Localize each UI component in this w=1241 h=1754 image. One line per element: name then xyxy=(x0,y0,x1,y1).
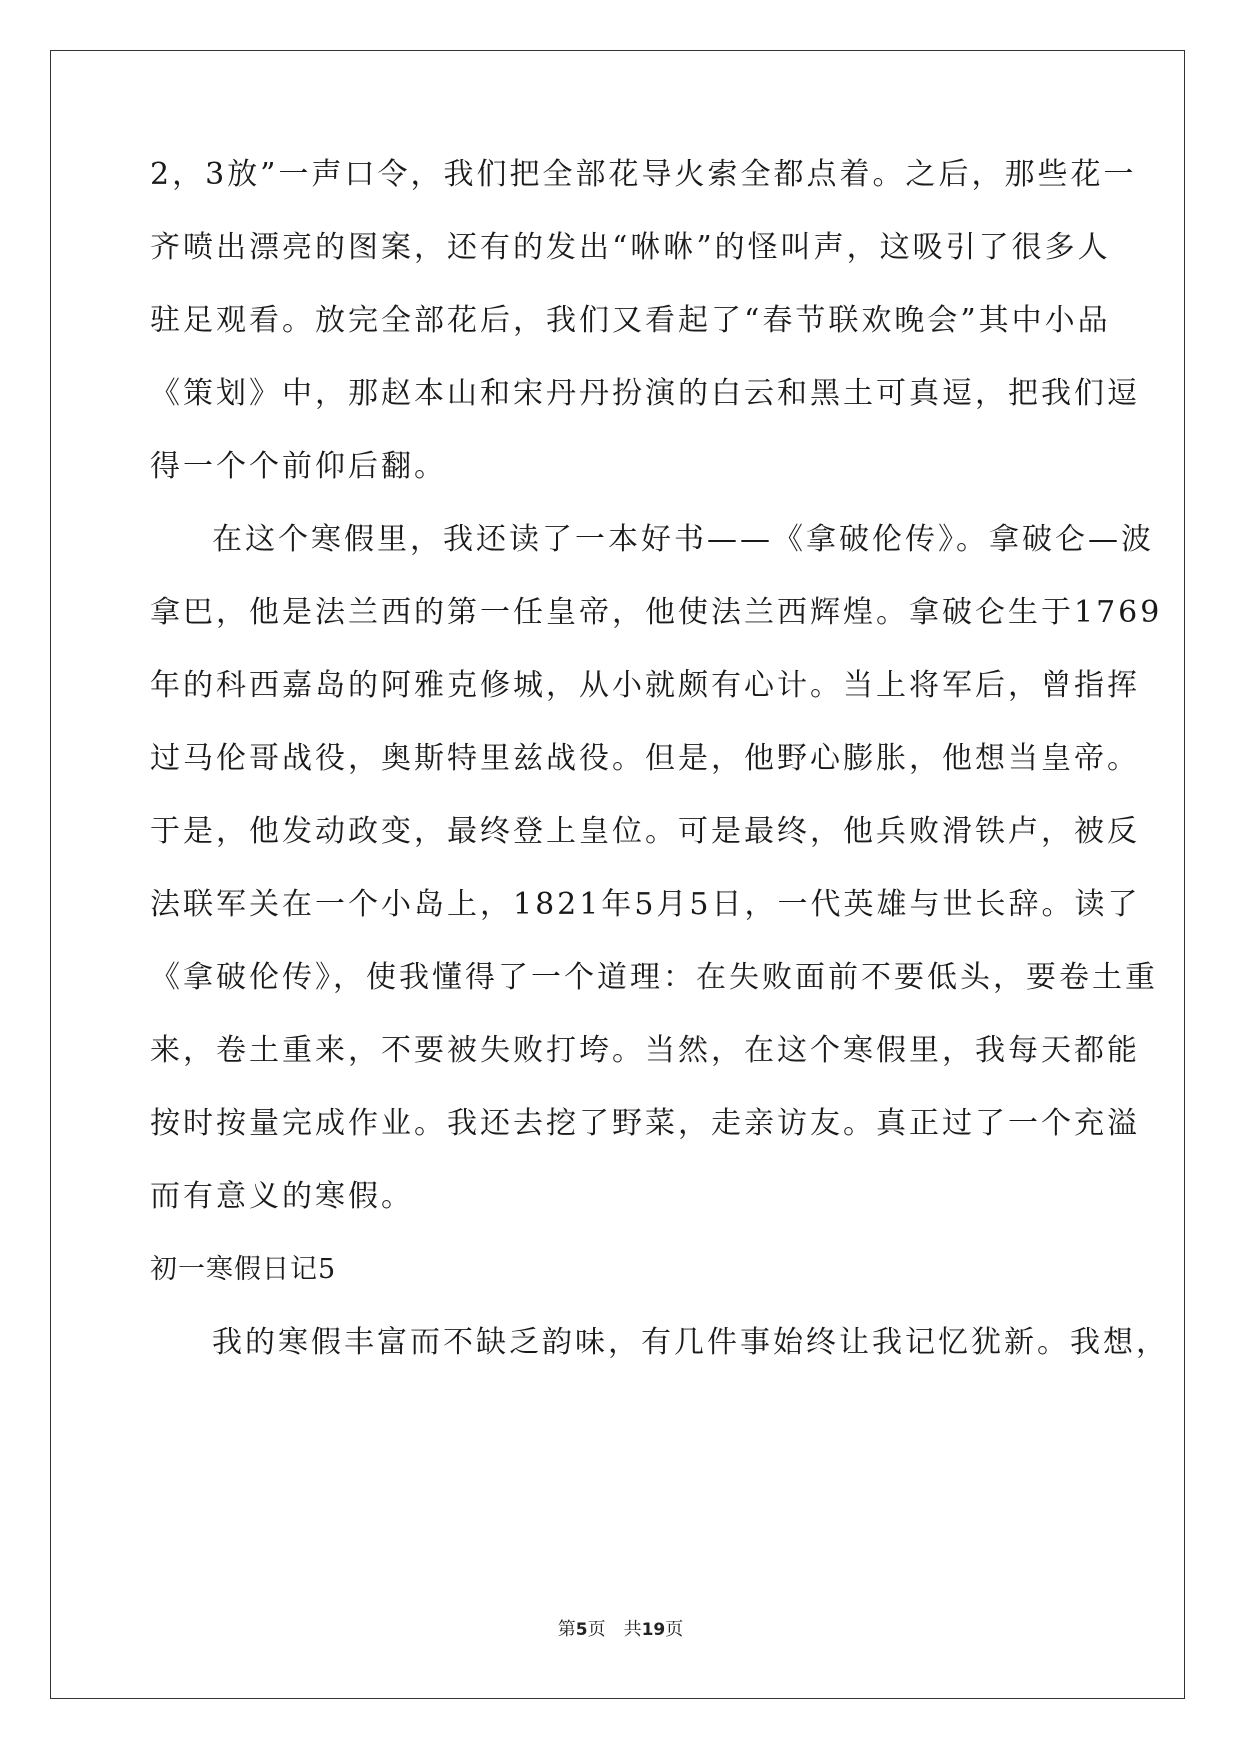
paragraph-start-line: 我的寒假丰富而不缺乏韵味，有几件事始终让我记忆犹新。我想， xyxy=(212,1325,1169,1360)
body-text-line: 按时按量完成作业。我还去挖了野菜，走亲访友。真正过了一个充溢 xyxy=(150,1106,1140,1141)
page-prefix: 第 xyxy=(557,1619,576,1640)
page-total-number: 19 xyxy=(641,1620,666,1640)
body-text-line: 法联军关在一个小岛上，1821年5月5日，一代英雄与世长辞。读了 xyxy=(150,887,1141,922)
body-text-line: 拿巴，他是法兰西的第一任皇帝，他使法兰西辉煌。拿破仑生于1769 xyxy=(150,595,1163,630)
page-current-number: 5 xyxy=(575,1620,588,1640)
body-text-line: 2，3放”一声口令，我们把全部花导火索全都点着。之后，那些花一 xyxy=(150,157,1137,192)
paragraph-start-line: 在这个寒假里，我还读了一本好书——《拿破伦传》。拿破仑—波 xyxy=(212,522,1154,557)
body-text-line: 驻足观看。放完全部花后，我们又看起了“春节联欢晚会”其中小品 xyxy=(150,303,1111,338)
body-text-line: 过马伦哥战役，奥斯特里兹战役。但是，他野心膨胀，他想当皇帝。 xyxy=(150,741,1140,776)
body-text-line: 《策划》中，那赵本山和宋丹丹扮演的白云和黑土可真逗，把我们逗 xyxy=(150,376,1140,411)
body-text-line: 年的科西嘉岛的阿雅克修城，从小就颇有心计。当上将军后，曾指挥 xyxy=(150,668,1140,703)
body-text-line: 《拿破伦传》，使我懂得了一个道理：在失败面前不要低头，要卷土重 xyxy=(150,960,1158,995)
section-heading: 初一寒假日记5 xyxy=(150,1254,337,1285)
total-suffix: 页 xyxy=(665,1619,684,1640)
page-border xyxy=(50,50,1185,1699)
total-prefix: 共 xyxy=(623,1619,642,1640)
body-text-line: 于是，他发动政变，最终登上皇位。可是最终，他兵败滑铁卢，被反 xyxy=(150,814,1140,849)
body-text-line: 齐喷出漂亮的图案，还有的发出“咻咻”的怪叫声，这吸引了很多人 xyxy=(150,230,1111,265)
body-text-line: 得一个个前仰后翻。 xyxy=(150,449,447,484)
body-text-line: 而有意义的寒假。 xyxy=(150,1179,414,1214)
page-mid: 页 xyxy=(587,1619,606,1640)
body-text-line: 来，卷土重来，不要被失败打垮。当然，在这个寒假里，我每天都能 xyxy=(150,1033,1140,1068)
page-footer xyxy=(0,1618,1241,1642)
